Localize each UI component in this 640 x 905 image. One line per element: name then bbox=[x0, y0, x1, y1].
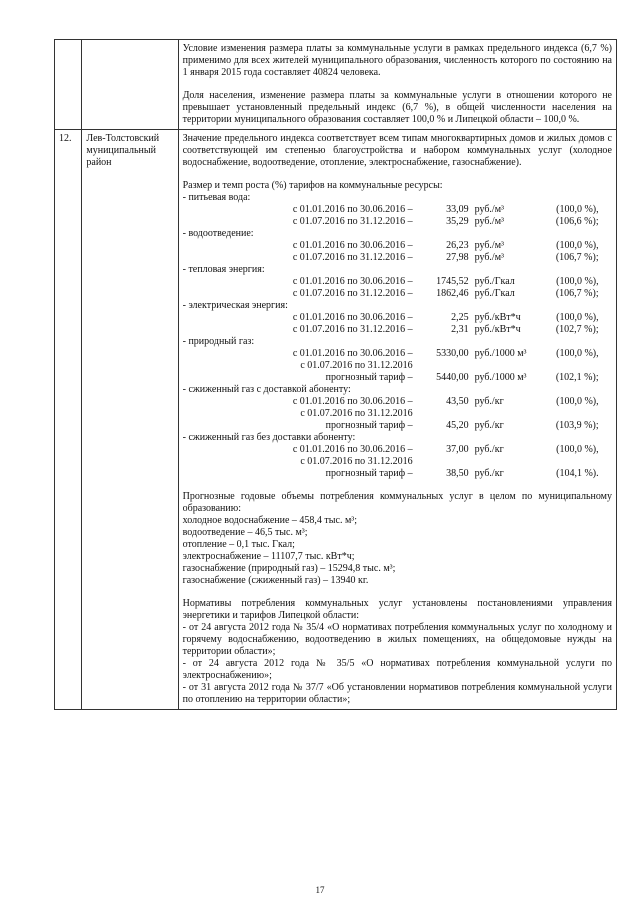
tariff-period: с 01.07.2016 по 31.12.2016 – bbox=[292, 324, 413, 335]
tariff-group-head: - природный газ: bbox=[182, 336, 255, 347]
tariff-period: прогнозный тариф – bbox=[325, 372, 413, 383]
tariff-unit: руб./Гкал bbox=[474, 288, 515, 299]
tariff-value: 37,00 bbox=[446, 444, 469, 455]
norms-list bbox=[183, 622, 612, 706]
tariff-group-head: - электрическая энергия: bbox=[182, 300, 288, 311]
tariff-period: с 01.07.2016 по 31.12.2016 bbox=[300, 360, 413, 371]
tariff-unit: руб./м³ bbox=[474, 216, 505, 227]
tariff-unit bbox=[469, 360, 537, 372]
row-number-cell bbox=[55, 40, 82, 130]
tariff-value: 45,20 bbox=[446, 420, 469, 431]
tariff-value: 33,09 bbox=[446, 204, 469, 215]
volumes-title: Прогнозные годовые объемы потребления коммунальных услуг в целом по муниципальному образованию: bbox=[182, 491, 612, 514]
tariff-group-head: - сжиженный газ с доставкой абоненту: bbox=[182, 384, 351, 395]
tariff-growth bbox=[537, 408, 599, 420]
tariff-group-head: - водоотведение: bbox=[182, 228, 254, 239]
tariff-unit bbox=[469, 456, 537, 468]
page-number: 17 bbox=[315, 885, 325, 895]
paragraph: Условие изменения размера платы за коммунальные услуги в рамках предельного индекса (6,7 %) применимо для всех жителей муниципального образования, численность которого по состоянию на 1 января 2015 года составляет 40824 человека. bbox=[182, 43, 612, 78]
tariff-growth: (100,0 %), bbox=[556, 276, 599, 287]
tariff-growth: (100,0 %), bbox=[556, 240, 599, 251]
tariff-value: 27,98 bbox=[446, 252, 469, 263]
tariff-line bbox=[183, 240, 612, 252]
tariffs-title: Размер и темп роста (%) тарифов на коммунальные ресурсы: bbox=[182, 180, 443, 191]
tariff-line bbox=[183, 444, 612, 456]
volume-item: отопление – 0,1 тыс. Гкал; bbox=[182, 539, 295, 550]
tariff-period: с 01.01.2016 по 30.06.2016 – bbox=[292, 204, 413, 215]
tariff-period: с 01.07.2016 по 31.12.2016 – bbox=[292, 252, 413, 263]
municipality-cell bbox=[82, 40, 178, 130]
norm-item: - от 24 августа 2012 года № 35/5 «О нормативах потребления коммунальной услуги по электроснабжению»; bbox=[182, 658, 612, 681]
tariff-unit: руб./кВт*ч bbox=[474, 312, 521, 323]
tariff-growth: (102,1 %); bbox=[555, 372, 599, 383]
tariff-period: прогнозный тариф – bbox=[325, 468, 413, 479]
row-number-cell: 12. bbox=[55, 130, 82, 710]
tariff-growth: (106,7 %); bbox=[555, 252, 599, 263]
tariff-line bbox=[183, 348, 612, 360]
tariff-period: прогнозный тариф – bbox=[325, 420, 413, 431]
paragraph: Доля населения, изменение размера платы за коммунальные услуги в отношении которого не превышает установленный предельный индекс (6,7 %), в общей численности населения на территории муниципального образования составляет 100,0 % и Липецкой области – 100,0 %. bbox=[182, 90, 612, 125]
tariffs-list bbox=[183, 192, 612, 480]
tariff-line bbox=[183, 252, 612, 264]
tariff-growth: (104,1 %). bbox=[556, 468, 599, 479]
tariff-line bbox=[183, 312, 612, 324]
tariff-unit: руб./кг bbox=[474, 396, 504, 407]
tariff-group-head: - питьевая вода: bbox=[182, 192, 251, 203]
tariff-line bbox=[183, 216, 612, 228]
tariff-line bbox=[183, 324, 612, 336]
tariff-unit: руб./м³ bbox=[474, 204, 505, 215]
tariff-period: с 01.01.2016 по 30.06.2016 – bbox=[292, 444, 413, 455]
tariff-growth: (100,0 %), bbox=[556, 312, 599, 323]
tariff-period: с 01.07.2016 по 31.12.2016 bbox=[300, 408, 413, 419]
volume-item: газоснабжение (сжиженный газ) – 13940 кг. bbox=[182, 575, 369, 586]
tariff-unit: руб./кВт*ч bbox=[474, 324, 521, 335]
tariff-value bbox=[417, 456, 469, 468]
tariff-value: 35,29 bbox=[446, 216, 469, 227]
table-row bbox=[55, 40, 617, 130]
tariff-value bbox=[417, 408, 469, 420]
tariff-period: с 01.01.2016 по 30.06.2016 – bbox=[292, 348, 413, 359]
tariff-unit: руб./кг bbox=[474, 444, 504, 455]
tariff-growth: (100,0 %), bbox=[556, 204, 599, 215]
tariff-growth: (100,0 %), bbox=[556, 444, 599, 455]
tariff-line bbox=[183, 360, 612, 372]
tariff-period: с 01.07.2016 по 31.12.2016 – bbox=[292, 216, 413, 227]
tariff-unit: руб./1000 м³ bbox=[474, 348, 527, 359]
tariff-value: 1745,52 bbox=[436, 276, 469, 287]
tariff-value: 2,25 bbox=[451, 312, 469, 323]
tariff-unit: руб./кг bbox=[474, 420, 504, 431]
tariff-period: с 01.07.2016 по 31.12.2016 – bbox=[292, 288, 413, 299]
description-cell bbox=[178, 40, 616, 130]
norms-title: Нормативы потребления коммунальных услуг установлены постановлениями управления энергетики и тарифов Липецкой области: bbox=[182, 598, 612, 621]
tariff-growth: (102,7 %); bbox=[555, 324, 599, 335]
municipality-cell: Лев-Толстовский муниципальный район bbox=[82, 130, 178, 710]
paragraph: Значение предельного индекса соответствует всем типам многоквартирных домов и жилых домов с соответствующей им степенью благоустройства и набором коммунальных услуг (холодное водоснабжение, водоотведение, отопление, электроснабжение, газоснабжение). bbox=[182, 133, 612, 168]
tariff-value: 5330,00 bbox=[436, 348, 469, 359]
tariff-unit bbox=[469, 408, 537, 420]
tariff-value: 2,31 bbox=[451, 324, 469, 335]
tariff-period: с 01.01.2016 по 30.06.2016 – bbox=[292, 240, 413, 251]
tariff-period: с 01.01.2016 по 30.06.2016 – bbox=[292, 312, 413, 323]
tariff-growth: (100,0 %), bbox=[556, 396, 599, 407]
norm-item: - от 31 августа 2012 года № 37/7 «Об установлении нормативов потребления коммунальной услуги по отоплению на территории области»; bbox=[182, 682, 612, 705]
tariff-period: с 01.01.2016 по 30.06.2016 – bbox=[292, 276, 413, 287]
tariff-unit: руб./м³ bbox=[474, 252, 505, 263]
tariff-line bbox=[183, 468, 612, 480]
volumes-list bbox=[183, 515, 612, 587]
tariff-line bbox=[183, 288, 612, 300]
norm-item: - от 24 августа 2012 года № 35/4 «О нормативах потребления коммунальных услуг по холодному и горячему водоснабжению, водоотведению в жилых помещениях, на общедомовые нужды на территории области»; bbox=[182, 622, 612, 657]
tariff-group-head: - тепловая энергия: bbox=[182, 264, 265, 275]
tariff-growth bbox=[537, 456, 599, 468]
tariff-value: 1862,46 bbox=[436, 288, 469, 299]
tariff-unit: руб./Гкал bbox=[474, 276, 515, 287]
tariff-value: 26,23 bbox=[446, 240, 469, 251]
tariff-growth: (106,7 %); bbox=[555, 288, 599, 299]
tariff-growth: (100,0 %), bbox=[556, 348, 599, 359]
volume-item: газоснабжение (природный газ) – 15294,8 тыс. м³; bbox=[182, 563, 396, 574]
table-row bbox=[55, 130, 617, 710]
tariff-line bbox=[183, 204, 612, 216]
tariff-growth: (106,6 %); bbox=[555, 216, 599, 227]
tariff-line bbox=[183, 276, 612, 288]
tariff-line bbox=[183, 420, 612, 432]
tariff-growth: (103,9 %); bbox=[555, 420, 599, 431]
tariff-unit: руб./1000 м³ bbox=[474, 372, 527, 383]
volume-item: водоотведение – 46,5 тыс. м³; bbox=[182, 527, 308, 538]
tariff-line bbox=[183, 408, 612, 420]
tariff-unit: руб./м³ bbox=[474, 240, 505, 251]
tariff-period: с 01.07.2016 по 31.12.2016 bbox=[300, 456, 413, 467]
description-cell bbox=[178, 130, 616, 710]
tariff-value: 38,50 bbox=[446, 468, 469, 479]
tariff-line bbox=[183, 396, 612, 408]
tariff-group-head: - сжиженный газ без доставки абоненту: bbox=[182, 432, 356, 443]
tariff-value: 43,50 bbox=[446, 396, 469, 407]
tariff-growth bbox=[537, 360, 599, 372]
volume-item: холодное водоснабжение – 458,4 тыс. м³; bbox=[182, 515, 358, 526]
tariff-line bbox=[183, 372, 612, 384]
tariff-value: 5440,00 bbox=[436, 372, 469, 383]
tariff-line bbox=[183, 456, 612, 468]
content-table bbox=[54, 39, 617, 710]
tariff-period: с 01.01.2016 по 30.06.2016 – bbox=[292, 396, 413, 407]
volume-item: электроснабжение – 11107,7 тыс. кВт*ч; bbox=[182, 551, 355, 562]
tariff-unit: руб./кг bbox=[474, 468, 504, 479]
tariff-value bbox=[417, 360, 469, 372]
